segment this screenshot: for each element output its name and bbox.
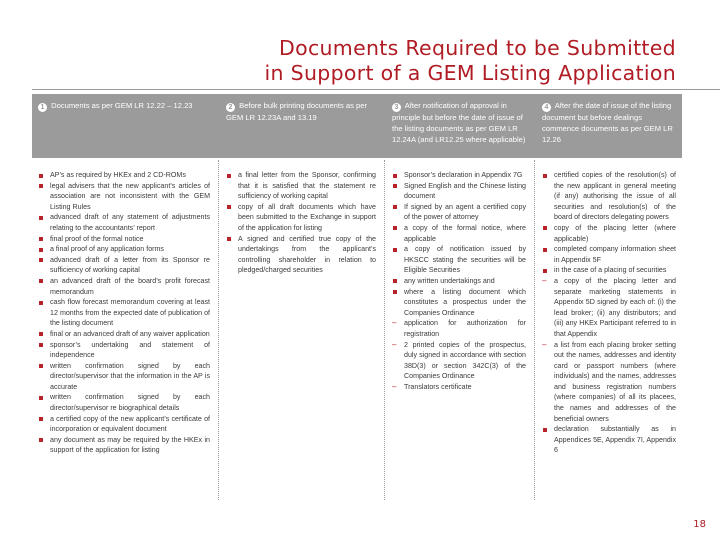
list-item: where a listing document which constitutes a prospectus under the Companies Ordinance [392,287,526,319]
column-1-heading: Documents as per GEM LR 12.22 – 12.23 [51,101,193,110]
list-item: – a list from each placing broker setting out the names, addresses and identity card or passport numbers (where individuals) and the names, addresses and business registration numbers (where companies) of all its placees, the names and addresses of the beneficial owners [542,340,676,425]
list-item: any written undertakings and [392,276,526,287]
list-item: declaration substantially as in Appendices 5E, Appendix 7I, Appendix 6 [542,424,676,456]
title-line-2: in Support of a GEM Listing Application [264,61,676,85]
list-item: – a copy of the placing letter and separate marketing statements in Appendix 5D signed by each of: (i) the lead broker; (ii) any distributors; and (iii) any HKEx Participant referred to in that Appendix [542,276,676,340]
list-item: final or an advanced draft of any waiver application [38,329,210,340]
list-item: A signed and certified true copy of the undertakings from the applicant’s controlling shareholder in relation to pledged/charged securities [226,234,376,276]
column-2-heading: Before bulk printing documents as per GEM LR 12.23A and 13.19 [226,101,368,122]
list-item: completed company information sheet in Appendix 5F [542,244,676,265]
column-3-list [392,170,526,392]
column-divider [218,160,220,500]
page-title [265,36,676,86]
column-4-heading: After the date of issue of the listing document but before dealings commence documents as per GEM LR 12.26 [542,101,673,144]
column-4-list [542,170,676,456]
column-2 [220,94,382,510]
title-line-1: Documents Required to be Submitted [279,36,676,60]
list-item: Sponsor’s declaration in Appendix 7G [392,170,526,181]
list-item: – application for authorization for registration [392,318,526,339]
column-1-header [38,94,210,158]
step-1-badge: 1 [38,103,47,112]
column-4 [536,94,682,510]
list-item: Signed English and the Chinese listing document [392,181,526,202]
column-2-header [226,94,376,158]
list-item: copy of all draft documents which have been submitted to the Exchange in support of the application for listing [226,202,376,234]
list-item: a certified copy of the new applicant’s certificate of incorporation or equivalent document [38,414,210,435]
column-divider [534,160,536,500]
column-1 [32,94,216,510]
list-item: in the case of a placing of securities [542,265,676,276]
list-item: final proof of the formal notice [38,234,210,245]
list-item: a final proof of any application forms [38,244,210,255]
column-3-header [392,94,526,158]
list-item: written confirmation signed by each director/supervisor re biographical details [38,392,210,413]
list-item: an advanced draft of the board’s profit forecast memorandum [38,276,210,297]
step-4-badge: 4 [542,103,551,112]
column-3 [386,94,532,510]
page-number: 18 [693,519,706,530]
column-1-list [38,170,210,456]
list-item: a copy of the formal notice, where applicable [392,223,526,244]
list-item: any document as may be required by the HKEx in support of the application for listing [38,435,210,456]
list-item: advanced draft of a letter from its Sponsor re sufficiency of working capital [38,255,210,276]
list-item: written confirmation signed by each director/supervisor that the information in the AP is accurate [38,361,210,393]
column-divider [384,160,386,500]
column-2-list [226,170,376,276]
list-item: – 2 printed copies of the prospectus, duly signed in accordance with section 38D(3) or section 342C(3) of the Companies Ordinance [392,340,526,382]
list-item: cash flow forecast memorandum covering at least 12 months from the expected date of publication of the listing document [38,297,210,329]
list-item: certified copies of the resolution(s) of the new applicant in general meeting (if any) authorising the issue of all securities and resolution(s) of the board of directors delegating powers [542,170,676,223]
title-divider [32,89,720,90]
column-3-heading: After notification of approval in principle but before the date of issue of the listing documents as per GEM LR 12.24A (and LR12.25 where applicable) [392,101,526,144]
step-3-badge: 3 [392,103,401,112]
list-item: AP’s as required by HKEx and 2 CD-ROMs [38,170,210,181]
list-item: If signed by an agent a certified copy of the power of attorney [392,202,526,223]
list-item: advanced draft of any statement of adjustments relating to the accountants’ report [38,212,210,233]
list-item: copy of the placing letter (where applicable) [542,223,676,244]
step-2-badge: 2 [226,103,235,112]
list-item: a final letter from the Sponsor, confirming that it is satisfied that the statement re sufficiency of working capital [226,170,376,202]
column-4-header [542,94,676,158]
list-item: legal advisers that the new applicant’s articles of association are not inconsistent with the GEM Listing Rules [38,181,210,213]
list-item: a copy of notification issued by HKSCC stating the securities will be Eligible Securities [392,244,526,276]
list-item: sponsor’s undertaking and statement of independence [38,340,210,361]
list-item: – Translators certificate [392,382,526,393]
